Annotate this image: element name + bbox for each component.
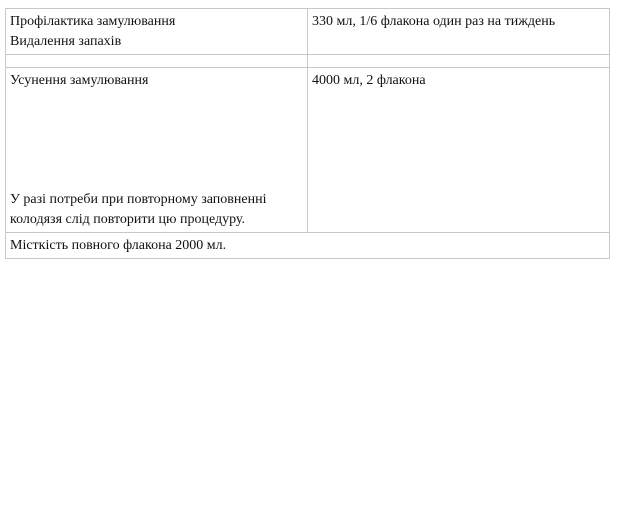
table-row	[6, 9, 610, 55]
dosage-cell	[308, 68, 610, 233]
dosage-text: 4000 мл, 2 флакона	[312, 73, 426, 88]
empty-cell	[308, 55, 610, 68]
capacity-note: Місткість повного флакона 2000 мл.	[6, 233, 610, 259]
table-row	[6, 68, 610, 233]
dosage-cell	[308, 9, 610, 55]
note-line: колодязя слід повторити цю процедуру.	[10, 212, 246, 227]
dosage-table	[5, 8, 610, 259]
purpose-line: Усунення замулювання	[10, 73, 149, 88]
empty-cell	[6, 55, 308, 68]
dosage-text: 330 мл, 1/6 флакона один раз на тиждень	[312, 14, 556, 29]
footer-row	[6, 233, 610, 259]
procedure-note	[10, 190, 266, 230]
note-line: У разі потреби при повторному заповненні	[10, 192, 267, 207]
purpose-cell	[6, 68, 308, 233]
purpose-line: Видалення запахів	[10, 34, 122, 49]
spacer-row	[6, 55, 610, 68]
purpose-line: Профілактика замулювання	[10, 14, 176, 29]
purpose-cell	[6, 9, 308, 55]
